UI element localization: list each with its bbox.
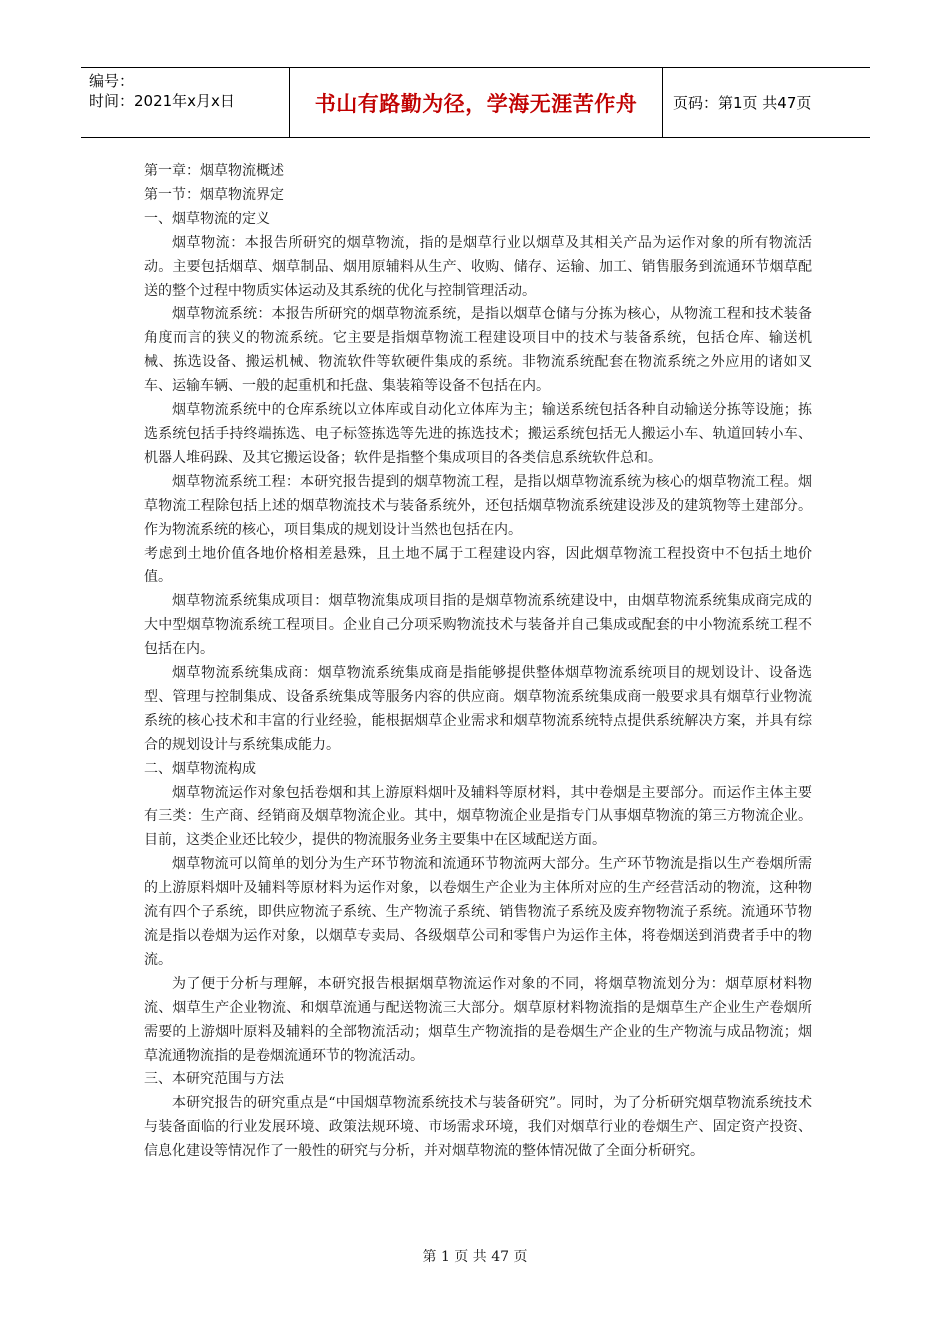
page-footer: 第 1 页 共 47 页: [422, 1249, 528, 1265]
header-meta: [81, 68, 290, 137]
body-paragraph: 烟草物流运作对象包括卷烟和其上游原料烟叶及辅料等原材料，其中卷烟是主要部分。而运作主体主要有三类：生产商、经销商及烟草物流企业。其中，烟草物流企业是指专门从事烟草物流的第三方物流企业。目前，这类企业还比较少，提供的物流服务业务主要集中在区域配送方面。: [144, 784, 812, 849]
header-motto: 书山有路勤为径，学海无涯苦作舟: [290, 68, 663, 137]
document-body: [144, 160, 812, 1164]
header-page-info: 页码：第1页 共47页: [673, 94, 812, 112]
body-paragraph: 烟草物流系统集成项目：烟草物流集成项目指的是烟草物流系统建设中，由烟草物流系统集成商完成的大中型烟草物流系统工程项目。企业自己分项采购物流技术与装备并自己集成或配套的中小物流系统工程不包括在内。: [144, 593, 812, 658]
document-date: 时间：2021年x月x日: [89, 92, 235, 110]
body-paragraph: 本研究报告的研究重点是“中国烟草物流系统技术与装备研究”。同时，为了分析研究烟草物流系统技术与装备面临的行业发展环境、政策法规环境、市场需求环境，我们对烟草行业的卷烟生产、固定资产投资、信息化建设等情况作了一般性的研究与分析，并对烟草物流的整体情况做了全面分析研究。: [144, 1095, 812, 1160]
heading-line: 考虑到土地价值各地价格相差悬殊，且土地不属于工程建设内容，因此烟草物流工程投资中不包括土地价值。: [144, 545, 812, 586]
heading-line: 第一节：烟草物流界定: [144, 186, 284, 203]
body-paragraph: 烟草物流系统工程：本研究报告提到的烟草物流工程，是指以烟草物流系统为核心的烟草物流工程。烟草物流工程除包括上述的烟草物流技术与装备系统外，还包括烟草物流系统建设涉及的建筑物等土建部分。作为物流系统的核心，项目集成的规划设计当然也包括在内。: [144, 473, 812, 538]
document-number-label: 编号：: [89, 72, 135, 90]
body-paragraph: 烟草物流可以简单的划分为生产环节物流和流通环节物流两大部分。生产环节物流是指以生产卷烟所需的上游原料烟叶及辅料等原材料为运作对象，以卷烟生产企业为主体所对应的生产经营活动的物流，这种物流有四个子系统，即供应物流子系统、生产物流子系统、销售物流子系统及废弃物物流子系统。流通环节物流是指以卷烟为运作对象，以烟草专卖局、各级烟草公司和零售户为运作主体，将卷烟送到消费者手中的物流。: [144, 856, 812, 968]
heading-line: 一、烟草物流的定义: [144, 210, 270, 227]
page-header: [81, 67, 870, 138]
heading-line: 二、烟草物流构成: [144, 760, 256, 777]
body-paragraph: 烟草物流系统中的仓库系统以立体库或自动化立体库为主；输送系统包括各种自动输送分拣等设施；拣选系统包括手持终端拣选、电子标签拣选等先进的拣选技术；搬运系统包括无人搬运小车、轨道回转小车、机器人堆码跺、及其它搬运设备；软件是指整个集成项目的各类信息系统软件总和。: [144, 402, 812, 466]
heading-line: 三、本研究范围与方法: [144, 1071, 284, 1088]
body-paragraph: 为了便于分析与理解，本研究报告根据烟草物流运作对象的不同，将烟草物流划分为：烟草原材料物流、烟草生产企业物流、和烟草流通与配送物流三大部分。烟草原材料物流指的是烟草生产企业生产卷烟所需要的上游烟叶原料及辅料的全部物流活动；烟草生产物流指的是卷烟生产企业的生产物流与成品物流；烟草流通物流指的是卷烟流通环节的物流活动。: [144, 975, 812, 1064]
body-paragraph: 烟草物流系统集成商：烟草物流系统集成商是指能够提供整体烟草物流系统项目的规划设计、设备选型、管理与控制集成、设备系统集成等服务内容的供应商。烟草物流系统集成商一般要求具有烟草行业物流系统的核心技术和丰富的行业经验，能根据烟草企业需求和烟草物流系统特点提供系统解决方案，并具有综合的规划设计与系统集成能力。: [144, 665, 812, 753]
heading-line: 第一章：烟草物流概述: [144, 163, 284, 179]
body-paragraph: 烟草物流系统：本报告所研究的烟草物流系统，是指以烟草仓储与分拣为核心，从物流工程和技术装备角度而言的狭义的物流系统。它主要是指烟草物流工程建设项目中的技术与装备系统，包括仓库、输送机械、拣选设备、搬运机械、物流软件等软硬件集成的系统。非物流系统配套在物流系统之外应用的诸如叉车、运输车辆、一般的起重机和托盘、集装箱等设备不包括在内。: [144, 306, 812, 395]
body-paragraph: 烟草物流：本报告所研究的烟草物流，指的是烟草行业以烟草及其相关产品为运作对象的所有物流活动。主要包括烟草、烟草制品、烟用原辅料从生产、收购、储存、运输、加工、销售服务到流通环节烟草配送的整个过程中物质实体运动及其系统的优化与控制管理活动。: [144, 234, 812, 299]
